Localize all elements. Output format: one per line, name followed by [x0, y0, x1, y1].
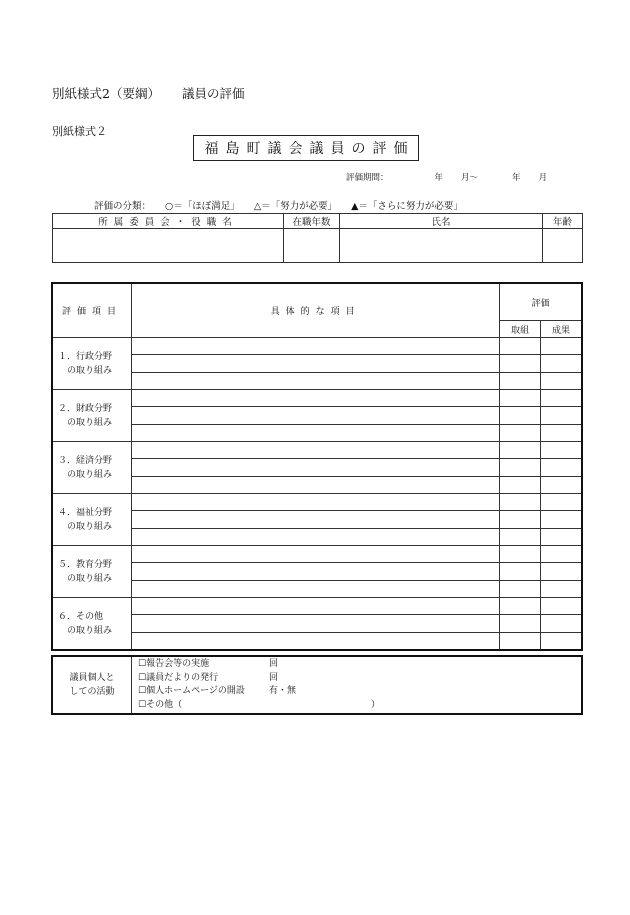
eval-row [52, 529, 582, 546]
eval-result-cell[interactable] [541, 442, 582, 459]
eval-effort-cell[interactable] [500, 563, 541, 581]
header-effort: 取組 [500, 321, 541, 338]
form-title-text: 福島町議会議員の評価 [204, 141, 415, 157]
eval-category-title: ５．教育分野 [58, 559, 113, 570]
document-heading [52, 84, 244, 102]
eval-detail-cell[interactable] [131, 494, 499, 511]
eval-row [52, 563, 582, 581]
header-age: 年齢 [543, 214, 583, 229]
eval-result-cell[interactable] [541, 390, 582, 407]
eval-result-cell[interactable] [541, 598, 582, 615]
eval-detail-cell[interactable] [131, 511, 499, 529]
eval-category-subtitle: の取り組み [67, 573, 113, 584]
activity-item-homepage[interactable] [138, 685, 581, 699]
eval-effort-cell[interactable] [500, 442, 541, 459]
checkbox-icon[interactable]: ☐ [138, 699, 147, 710]
eval-row [52, 633, 582, 651]
activity-item-report[interactable] [138, 658, 581, 672]
eval-detail-cell[interactable] [131, 477, 499, 494]
member-info-table [52, 213, 583, 263]
eval-category [52, 546, 131, 598]
activity-label-line1: 議員個人と [69, 673, 115, 683]
eval-category-title: ３．経済分野 [58, 455, 113, 466]
eval-category-subtitle: の取り組み [67, 417, 113, 428]
eval-row [52, 494, 582, 511]
eval-effort-cell[interactable] [500, 477, 541, 494]
eval-detail-cell[interactable] [131, 407, 499, 425]
eval-result-cell[interactable] [541, 459, 582, 477]
eval-row [52, 477, 582, 494]
eval-result-cell[interactable] [541, 615, 582, 633]
legend-circle: ○＝「ほぼ満足」 [165, 201, 240, 212]
checkbox-icon[interactable]: ☐ [138, 686, 147, 696]
eval-category [52, 598, 131, 651]
eval-effort-cell[interactable] [500, 390, 541, 407]
header-name: 氏名 [340, 214, 543, 229]
eval-effort-cell[interactable] [500, 407, 541, 425]
activity-item-label: 報告会等の実施 [146, 659, 210, 669]
eval-effort-cell[interactable] [500, 459, 541, 477]
heading-form-ref: 別紙様式2（要綱） [52, 86, 160, 101]
eval-effort-cell[interactable] [500, 615, 541, 633]
years-in-office-cell[interactable] [284, 229, 340, 263]
eval-row [52, 442, 582, 459]
period-year-end: 年 [512, 173, 521, 183]
eval-detail-cell[interactable] [131, 563, 499, 581]
eval-detail-cell[interactable] [131, 425, 499, 442]
eval-row [52, 598, 582, 615]
eval-detail-cell[interactable] [131, 459, 499, 477]
evaluation-table [51, 282, 583, 651]
eval-result-cell[interactable] [541, 373, 582, 390]
eval-effort-cell[interactable] [500, 494, 541, 511]
eval-detail-cell[interactable] [131, 390, 499, 407]
eval-detail-cell[interactable] [131, 373, 499, 390]
eval-detail-cell[interactable] [131, 546, 499, 563]
eval-result-cell[interactable] [541, 511, 582, 529]
eval-detail-cell[interactable] [131, 615, 499, 633]
legend-prefix: 評価の分類： [94, 201, 152, 212]
activity-item-label: その他（ [146, 699, 183, 710]
period-label: 評価期間： [346, 173, 389, 183]
age-cell[interactable] [543, 229, 583, 263]
eval-effort-cell[interactable] [500, 338, 541, 355]
eval-detail-cell[interactable] [131, 598, 499, 615]
header-specific-items: 具体的な項目 [131, 283, 499, 338]
header-rating: 評価 [500, 283, 582, 321]
period-year-start: 年 [434, 173, 444, 183]
eval-result-cell[interactable] [541, 407, 582, 425]
period-month-end: 月 [538, 173, 548, 183]
header-result: 成果 [541, 321, 582, 338]
activity-label-line2: しての活動 [69, 687, 115, 697]
eval-category-subtitle: の取り組み [67, 469, 113, 480]
form-label: 別紙様式２ [52, 125, 107, 138]
activity-label [52, 656, 132, 714]
eval-detail-cell[interactable] [131, 355, 499, 373]
eval-category-subtitle: の取り組み [67, 625, 113, 636]
eval-row [52, 338, 582, 355]
eval-detail-cell[interactable] [131, 633, 499, 651]
name-cell[interactable] [340, 229, 543, 263]
activity-item-label: 議員だよりの発行 [146, 672, 219, 683]
activity-item-value: ） [371, 699, 381, 710]
eval-category [52, 390, 131, 442]
eval-result-cell[interactable] [541, 494, 582, 511]
eval-category-title: １．行政分野 [58, 351, 113, 362]
eval-row [52, 355, 582, 373]
header-years-in-office: 在職年数 [284, 214, 340, 229]
eval-detail-cell[interactable] [131, 529, 499, 546]
eval-detail-cell[interactable] [131, 442, 499, 459]
eval-effort-cell[interactable] [500, 425, 541, 442]
eval-result-cell[interactable] [541, 338, 582, 355]
activity-items [132, 656, 583, 714]
eval-result-cell[interactable] [541, 425, 582, 442]
eval-result-cell[interactable] [541, 633, 582, 651]
period-month-start: 月〜 [461, 173, 479, 183]
eval-row [52, 459, 582, 477]
activity-item-value: 有・無 [269, 686, 297, 696]
activity-item-label: 個人ホームページの開設 [146, 686, 245, 696]
eval-effort-cell[interactable] [500, 633, 541, 651]
eval-effort-cell[interactable] [500, 373, 541, 390]
checkbox-icon[interactable]: ☐ [138, 672, 147, 683]
header-committee-role: 所属委員会・役職名 [53, 214, 284, 229]
eval-result-cell[interactable] [541, 563, 582, 581]
eval-category-title: ２．財政分野 [58, 403, 113, 414]
eval-row [52, 373, 582, 390]
eval-row [52, 581, 582, 598]
eval-result-cell[interactable] [541, 477, 582, 494]
eval-result-cell[interactable] [541, 529, 582, 546]
eval-row [52, 546, 582, 563]
committee-role-cell[interactable] [53, 229, 284, 263]
eval-detail-cell[interactable] [131, 338, 499, 355]
eval-effort-cell[interactable] [500, 355, 541, 373]
eval-effort-cell[interactable] [500, 546, 541, 563]
eval-row [52, 425, 582, 442]
eval-category-title: ６．その他 [58, 611, 104, 622]
eval-effort-cell[interactable] [500, 529, 541, 546]
activity-item-value: 回 [269, 672, 279, 683]
legend-triangle: △＝「努力が必要」 [253, 201, 338, 212]
eval-category-title: ４．福祉分野 [58, 507, 113, 518]
eval-row [52, 407, 582, 425]
eval-effort-cell[interactable] [500, 598, 541, 615]
eval-result-cell[interactable] [541, 355, 582, 373]
eval-category [52, 338, 131, 390]
eval-result-cell[interactable] [541, 546, 582, 563]
personal-activity-table [51, 655, 583, 715]
eval-effort-cell[interactable] [500, 581, 541, 598]
eval-category [52, 442, 131, 494]
form-title [193, 135, 419, 161]
eval-category-subtitle: の取り組み [67, 365, 113, 376]
rating-legend [94, 198, 477, 212]
evaluation-period [346, 171, 547, 183]
activity-item-newsletter[interactable] [138, 672, 581, 686]
eval-category [52, 494, 131, 546]
eval-effort-cell[interactable] [500, 511, 541, 529]
eval-detail-cell[interactable] [131, 581, 499, 598]
eval-row [52, 615, 582, 633]
heading-title: 議員の評価 [181, 86, 245, 101]
legend-black-triangle: ▲＝「さらに努力が必要」 [351, 201, 463, 212]
header-eval-category: 評価項目 [52, 283, 131, 338]
checkbox-icon[interactable]: ☐ [138, 659, 147, 669]
eval-category-subtitle: の取り組み [67, 521, 113, 532]
eval-result-cell[interactable] [541, 581, 582, 598]
activity-item-value: 回 [269, 659, 279, 669]
activity-item-other[interactable] [138, 699, 581, 713]
eval-row [52, 390, 582, 407]
eval-row [52, 511, 582, 529]
